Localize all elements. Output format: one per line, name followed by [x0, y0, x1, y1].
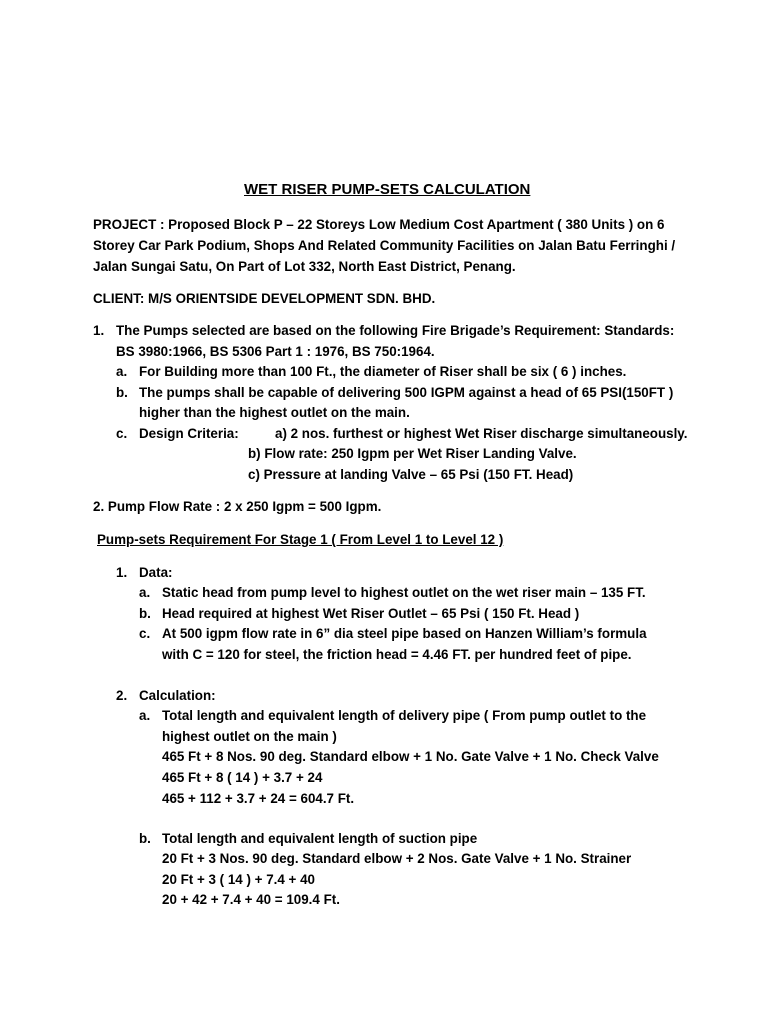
data-number: 1.	[116, 565, 128, 580]
project-line-1: PROJECT : Proposed Block P – 22 Storeys Low Medium Cost Apartment ( 380 Units ) on 6	[93, 217, 665, 232]
section1-number: 1.	[93, 323, 105, 338]
design-criteria-c: c) Pressure at landing Valve – 65 Psi (150 FT. Head)	[248, 467, 574, 482]
project-line-3: Jalan Sungai Satu, On Part of Lot 332, North East District, Penang.	[93, 259, 516, 274]
calc-item-a-line-1: Total length and equivalent length of delivery pipe ( From pump outlet to the	[162, 708, 647, 723]
section1-line-2: BS 3980:1966, BS 5306 Part 1 : 1976, BS 750:1964.	[116, 344, 435, 359]
project-line-2: Storey Car Park Podium, Shops And Related Community Facilities on Jalan Batu Ferringhi /	[93, 238, 676, 253]
section1-line-1: The Pumps selected are based on the following Fire Brigade’s Requirement: Standards:	[116, 323, 675, 338]
client-line: CLIENT: M/S ORIENTSIDE DEVELOPMENT SDN. BHD.	[93, 291, 436, 306]
calc-item-a-line-4: 465 Ft + 8 ( 14 ) + 3.7 + 24	[162, 770, 323, 785]
data-item-c-line-2: with C = 120 for steel, the friction head = 4.46 FT. per hundred feet of pipe.	[162, 647, 632, 662]
calc-item-b-line-4: 20 + 42 + 7.4 + 40 = 109.4 Ft.	[162, 892, 340, 907]
section1-item-c-label: c.	[116, 426, 128, 441]
data-item-b-label: b.	[139, 606, 151, 621]
calc-item-a-line-3: 465 Ft + 8 Nos. 90 deg. Standard elbow + 1 No. Gate Valve + 1 No. Check Valve	[162, 749, 659, 764]
section1-item-b-label: b.	[116, 385, 128, 400]
stage-heading: Pump-sets Requirement For Stage 1 ( From Level 1 to Level 12 )	[97, 532, 504, 547]
document-title: WET RISER PUMP-SETS CALCULATION	[244, 181, 531, 198]
calc-heading: Calculation:	[139, 688, 216, 703]
design-criteria-a: a) 2 nos. furthest or highest Wet Riser discharge simultaneously.	[275, 426, 688, 441]
data-item-b-text: Head required at highest Wet Riser Outlet – 65 Psi ( 150 Ft. Head )	[162, 606, 580, 621]
calc-item-b-line-1: Total length and equivalent length of suction pipe	[162, 831, 478, 846]
calc-item-a-line-5: 465 + 112 + 3.7 + 24 = 604.7 Ft.	[162, 791, 355, 806]
calc-number: 2.	[116, 688, 128, 703]
section1-item-a-text: For Building more than 100 Ft., the diameter of Riser shall be six ( 6 ) inches.	[139, 364, 627, 379]
design-criteria-heading: Design Criteria:	[139, 426, 239, 441]
section1-item-a-label: a.	[116, 364, 128, 379]
data-item-a-label: a.	[139, 585, 151, 600]
data-item-c-label: c.	[139, 626, 151, 641]
section2-line: 2. Pump Flow Rate : 2 x 250 Igpm = 500 Igpm.	[93, 499, 382, 514]
calc-item-a-label: a.	[139, 708, 151, 723]
calc-item-b-line-3: 20 Ft + 3 ( 14 ) + 7.4 + 40	[162, 872, 315, 887]
data-item-c-line-1: At 500 igpm flow rate in 6” dia steel pipe based on Hanzen William’s formula	[162, 626, 647, 641]
data-heading: Data:	[139, 565, 173, 580]
calc-item-b-label: b.	[139, 831, 151, 846]
design-criteria-b: b) Flow rate: 250 Igpm per Wet Riser Landing Valve.	[248, 446, 577, 461]
calc-item-a-line-2: highest outlet on the main )	[162, 729, 337, 744]
section1-item-b-line-2: higher than the highest outlet on the main.	[139, 405, 410, 420]
data-item-a-text: Static head from pump level to highest outlet on the wet riser main – 135 FT.	[162, 585, 646, 600]
section1-item-b-line-1: The pumps shall be capable of delivering 500 IGPM against a head of 65 PSI(150FT )	[139, 385, 674, 400]
calc-item-b-line-2: 20 Ft + 3 Nos. 90 deg. Standard elbow + 2 Nos. Gate Valve + 1 No. Strainer	[162, 851, 632, 866]
